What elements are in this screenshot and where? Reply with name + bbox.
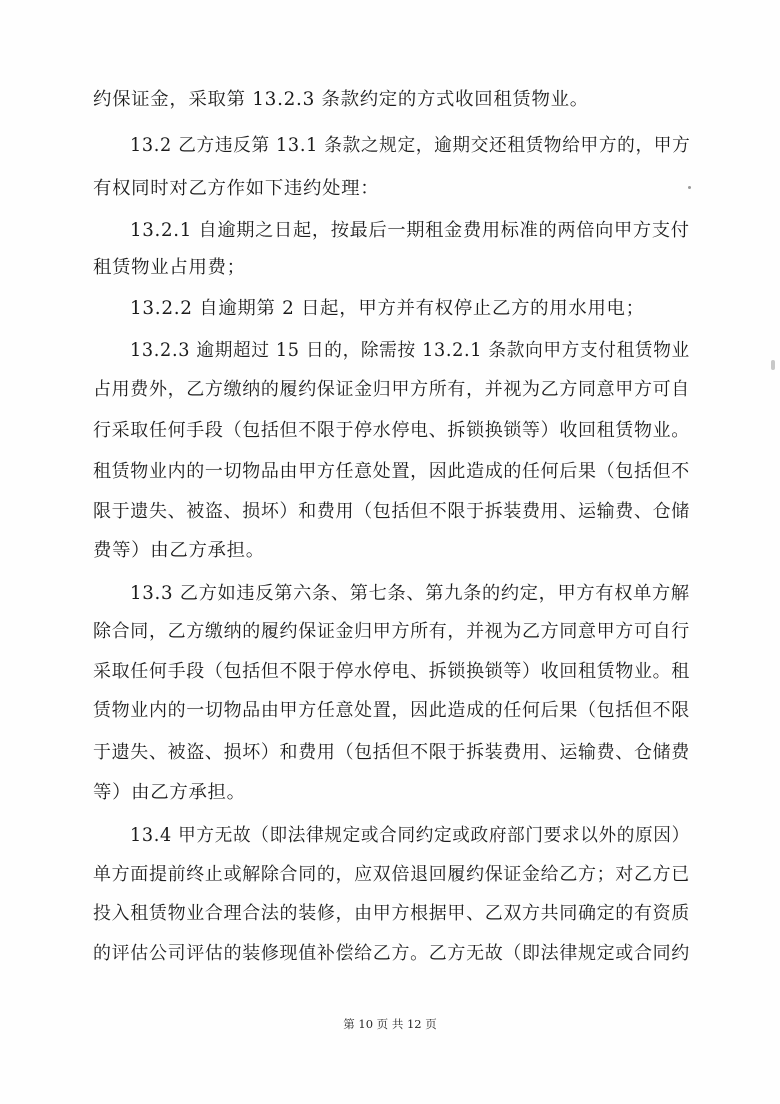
text-line: 等）由乙方承担。 [93, 782, 246, 803]
page-number-footer: 第 10 页 共 12 页 [343, 1017, 437, 1031]
text-line: 单方面提前终止或解除合同的，应双倍退回履约保证金给乙方；对乙方已 [93, 864, 690, 885]
text-line: 除合同，乙方缴纳的履约保证金归甲方所有，并视为乙方同意甲方可自行 [93, 621, 690, 642]
text-line: 租赁物业内的一切物品由甲方任意处置，因此造成的任何后果（包括但不 [93, 461, 690, 482]
text-line: 行采取任何手段（包括但不限于停水停电、拆锁换锁等）收回租赁物业。 [93, 420, 690, 441]
text-line: 赁物业内的一切物品由甲方任意处置，因此造成的任何后果（包括但不限 [93, 700, 690, 721]
text-line: 约保证金，采取第 13.2.3 条款约定的方式收回租赁物业。 [93, 89, 589, 110]
text-line: 采取任何手段（包括但不限于停水停电、拆锁换锁等）收回租赁物业。租 [93, 661, 690, 682]
text-line: 限于遗失、被盗、损坏）和费用（包括但不限于拆装费用、运输费、仓储 [93, 501, 690, 522]
text-line: 有权同时对乙方作如下违约处理： [93, 178, 380, 199]
scan-speck [688, 186, 691, 189]
text-line: 13.3 乙方如违反第六条、第七条、第九条的约定，甲方有权单方解 [130, 583, 690, 604]
text-line: 租赁物业占用费； [93, 257, 246, 278]
text-line: 投入租赁物业合理合法的装修，由甲方根据甲、乙双方共同确定的有资质 [93, 903, 690, 924]
text-line: 费等）由乙方承担。 [93, 540, 265, 561]
text-line: 于遗失、被盗、损坏）和费用（包括但不限于拆装费用、运输费、仓储费 [93, 742, 690, 763]
text-line: 13.2.1 自逾期之日起，按最后一期租金费用标准的两倍向甲方支付 [130, 220, 690, 241]
text-line: 占用费外，乙方缴纳的履约保证金归甲方所有，并视为乙方同意甲方可自 [93, 379, 690, 400]
text-line: 13.4 甲方无故（即法律规定或合同约定或政府部门要求以外的原因） [130, 825, 690, 846]
scan-speck [771, 360, 775, 370]
text-line: 的评估公司评估的装修现值补偿给乙方。乙方无故（即法律规定或合同约 [93, 943, 690, 964]
text-line: 13.2.3 逾期超过 15 日的，除需按 13.2.1 条款向甲方支付租赁物业 [130, 340, 690, 361]
text-line: 13.2.2 自逾期第 2 日起，甲方并有权停止乙方的用水用电； [130, 298, 645, 319]
text-line: 13.2 乙方违反第 13.1 条款之规定，逾期交还租赁物给甲方的，甲方 [130, 135, 691, 156]
